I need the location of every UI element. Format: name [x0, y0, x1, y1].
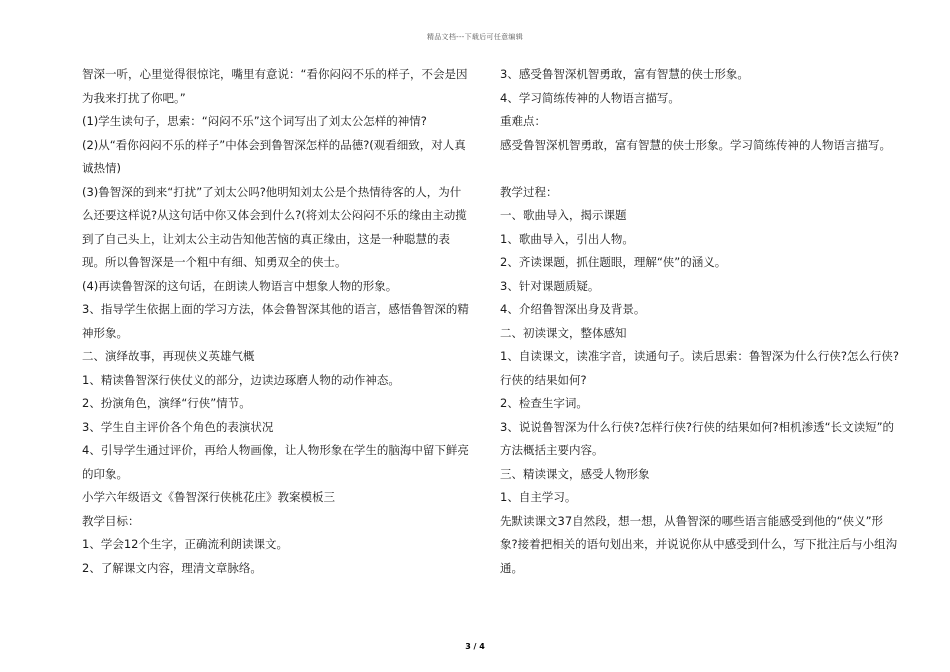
- paragraph: 先默读课文37自然段，想一想，从鲁智深的哪些语言能感受到他的“侠义”形象?接着把相关的语句划出来，并说说你从中感受到什么，写下批注后与小组沟通。: [500, 513, 898, 575]
- paragraph: 2、检查生字词。: [500, 396, 588, 410]
- paragraph: 3、针对课题质疑。: [500, 278, 600, 293]
- page-number: 3 / 4: [465, 642, 485, 651]
- paragraph: 4、引导学生通过评价，再给人物画像，让人物形象在学生的脑海中留下鲜亮的印象。: [82, 443, 469, 481]
- paragraph: (3)鲁智深的到来“打扰”了刘太公吗?他明知刘太公是个热情待客的人，为什么还要这样说?从这句话中你又体会到什么?(将刘太公闷闷不乐的缘由主动揽到了自己头上，让刘太公主动告知他苦恼的真正缘由，这是一种聪慧的表现。所以鲁智深是一个粗中有细、知勇双全的侠士。: [82, 184, 467, 269]
- section-heading: 重难点：: [500, 114, 546, 128]
- section-heading: 教学过程：: [500, 184, 558, 199]
- spacer: [500, 157, 900, 181]
- paragraph: 2、扮演角色，演绎“行侠”情节。: [82, 396, 251, 410]
- paragraph: 3、指导学生依据上面的学习方法，体会鲁智深其他的语言，感悟鲁智深的精神形象。: [82, 302, 469, 340]
- paragraph: 2、齐读课题，抓住题眼，理解“侠”的涵义。: [500, 255, 727, 269]
- paragraph: 1、精读鲁智深行侠仗义的部分，边读边琢磨人物的动作神态。: [82, 372, 400, 387]
- paragraph: 3、学生自主评价各个角色的表演状况: [82, 419, 274, 434]
- page-header: 精品文档---下载后可任意编辑: [426, 33, 524, 41]
- section-heading: 二、演绎故事，再现侠义英雄气概: [82, 349, 255, 363]
- paragraph: 智深一听，心里觉得很惊诧，嘴里有意说：“看你闷闷不乐的样子，不会是因为我来打扰了你吧。”: [82, 67, 468, 105]
- paragraph: 4、学习简练传神的人物语言描写。: [500, 90, 680, 105]
- section-heading: 三、精读课文，感受人物形象: [500, 466, 650, 481]
- paragraph: (2)从“看你闷闷不乐的样子”中体会到鲁智深怎样的品德?(观看细致，对人真诚热情): [82, 137, 466, 175]
- paragraph: 1、自主学习。: [500, 490, 577, 504]
- paragraph: (4)再读鲁智深的这句话，在朗读人物语言中想象人物的形象。: [82, 278, 398, 293]
- paragraph: 感受鲁智深机智勇敢，富有智慧的侠士形象。学习简练传神的人物语言描写。: [500, 137, 891, 152]
- paragraph: 3、说说鲁智深为什么行侠?怎样行侠?行侠的结果如何?相机渗透“长文读短”的方法概括主要内容。: [500, 419, 895, 457]
- left-column: [82, 63, 470, 580]
- document-subtitle: 小学六年级语文《鲁智深行侠桃花庄》教案模板三: [82, 490, 335, 504]
- paragraph: 2、了解课文内容，理清文章脉络。: [82, 560, 262, 575]
- right-column: [500, 63, 900, 580]
- section-heading: 一、歌曲导入，揭示课题: [500, 208, 627, 222]
- paragraph: 4、介绍鲁智深出身及背景。: [500, 302, 646, 316]
- paragraph: 1、学会12个生字，正确流利朗读课文。: [82, 537, 288, 551]
- paragraph: 3、感受鲁智深机智勇敢，富有智慧的侠士形象。: [500, 67, 749, 81]
- section-heading: 教学目标：: [82, 513, 140, 528]
- section-heading: 二、初读课文，整体感知: [500, 325, 627, 340]
- paragraph: 1、自读课文，读准字音，读通句子。读后思索：鲁智深为什么行侠?怎么行侠?行侠的结果如何?: [500, 349, 900, 387]
- paragraph: (1)学生读句子，思索：“闷闷不乐”这个词写出了刘太公怎样的神情?: [82, 114, 427, 128]
- paragraph: 1、歌曲导入，引出人物。: [500, 231, 634, 246]
